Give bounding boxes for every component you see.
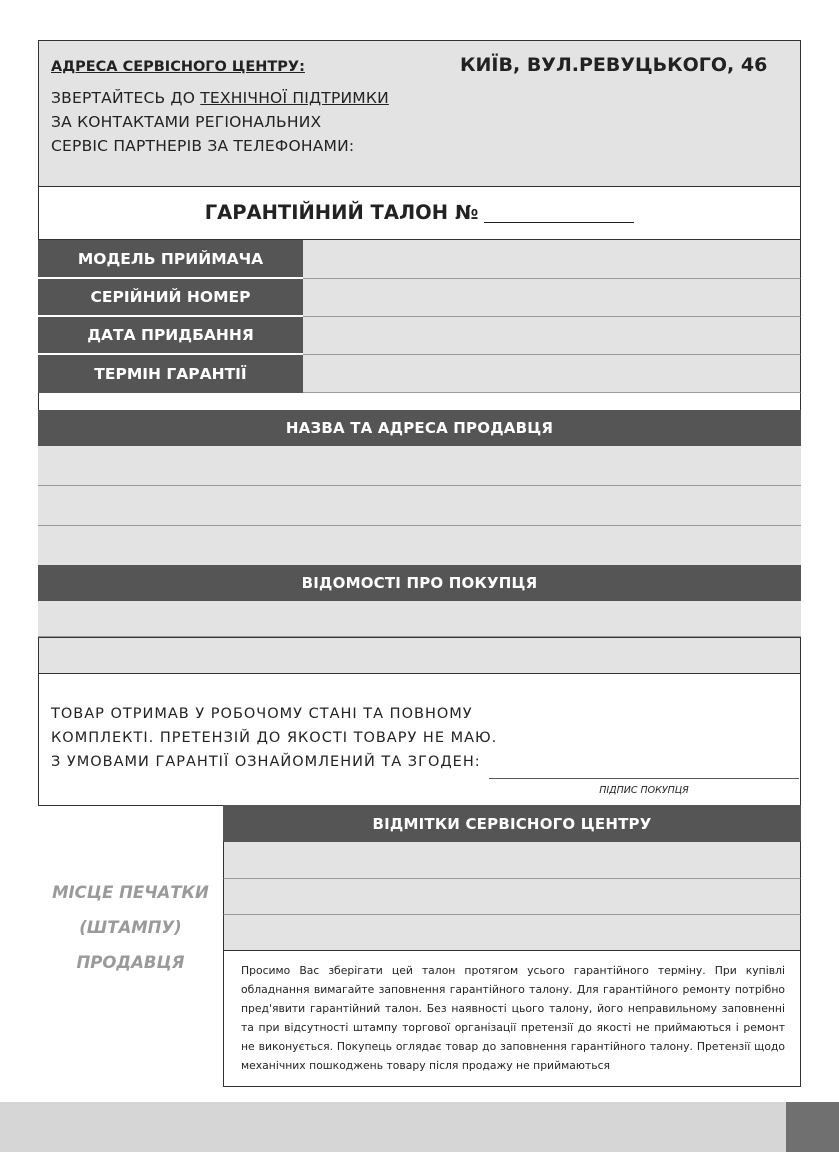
seller-line-1[interactable] (38, 446, 801, 486)
service-mark-line-3[interactable] (223, 915, 801, 951)
field-value-warranty-term[interactable] (303, 355, 801, 393)
buyer-line-1[interactable] (38, 601, 801, 637)
acceptance-line-3: З УМОВАМИ ГАРАНТІЇ ОЗНАЙОМЛЕНИЙ ТА ЗГОДЕН: (51, 754, 481, 770)
support-line-1-prefix: ЗВЕРТАЙТЕСЬ ДО (51, 89, 201, 107)
field-label-model: МОДЕЛЬ ПРИЙМАЧА (38, 240, 303, 279)
spacer-row (38, 393, 801, 410)
footer-page-tab (786, 1102, 839, 1152)
field-label-warranty-term: ТЕРМІН ГАРАНТІЇ (38, 355, 303, 393)
acceptance-line-2: КОМПЛЕКТІ. ПРЕТЕНЗІЙ ДО ЯКОСТІ ТОВАРУ НЕ МАЮ. (51, 730, 498, 746)
tech-support-link[interactable]: ТЕХНІЧНОЇ ПІДТРИМКИ (200, 89, 389, 107)
service-center-title: АДРЕСА СЕРВІСНОГО ЦЕНТРУ: (51, 59, 305, 75)
warranty-talon-title-text: ГАРАНТІЙНИЙ ТАЛОН № (204, 201, 479, 224)
stamp-line-2: (ШТАМПУ) (79, 918, 182, 937)
signature-line[interactable] (489, 778, 799, 779)
field-label-purchase-date: ДАТА ПРИДБАННЯ (38, 317, 303, 355)
acceptance-line-1: ТОВАР ОТРИМАВ У РОБОЧОМУ СТАНІ ТА ПОВНОМУ (51, 706, 473, 722)
seller-section-header: НАЗВА ТА АДРЕСА ПРОДАВЦЯ (38, 410, 801, 446)
support-line-1 (51, 87, 389, 110)
field-value-model[interactable] (303, 240, 801, 279)
warranty-notice-text: Просимо Вас зберігати цей талон протягом усього гарантійного терміну. При купівлі обладнання вимагайте заповнення гарантійного талону. Для гарантійного ремонту потрібно пред'явити гарантійний талон. Без наявності цього талону, його неправильному заповненні та при відсутності штампу торгової організації претензії до якості не приймаються і ремонт не виконується. Покупець оглядає товар до заповнення гарантійного талону. Претензії щодо механічних пошкоджень товару після продажу не приймаються (241, 964, 785, 1072)
warranty-talon-title (39, 186, 800, 239)
field-value-purchase-date[interactable] (303, 317, 801, 355)
product-fields (38, 240, 801, 393)
service-mark-line-2[interactable] (223, 879, 801, 915)
buyer-section-header: ВІДОМОСТІ ПРО ПОКУПЦЯ (38, 565, 801, 601)
signature-caption: ПІДПИС ПОКУПЦЯ (599, 785, 689, 796)
talon-number-field[interactable] (484, 202, 634, 223)
support-line-2: ЗА КОНТАКТАМИ РЕГІОНАЛЬНИХ (51, 113, 322, 131)
field-value-serial[interactable] (303, 279, 801, 317)
service-marks-header: ВІДМІТКИ СЕРВІСНОГО ЦЕНТРУ (223, 805, 801, 842)
service-mark-line-1[interactable] (223, 842, 801, 879)
buyer-line-2[interactable] (38, 637, 801, 674)
warranty-talon-title-box (38, 186, 801, 240)
seller-line-2[interactable] (38, 486, 801, 526)
stamp-line-1: МІСЦЕ ПЕЧАТКИ (52, 883, 209, 902)
stamp-line-3: ПРОДАВЦЯ (76, 953, 185, 972)
field-label-serial: СЕРІЙНИЙ НОМЕР (38, 279, 303, 317)
warranty-notice-box (223, 950, 801, 1087)
service-center-city: КИЇВ, ВУЛ.РЕВУЦЬКОГО, 46 (460, 54, 768, 76)
seller-stamp-placeholder (38, 875, 223, 980)
support-line-3: СЕРВІС ПАРТНЕРІВ ЗА ТЕЛЕФОНАМИ: (51, 137, 355, 155)
acceptance-box (38, 673, 801, 806)
seller-line-3[interactable] (38, 526, 801, 565)
service-center-header (38, 40, 801, 187)
footer-bar (0, 1102, 786, 1152)
